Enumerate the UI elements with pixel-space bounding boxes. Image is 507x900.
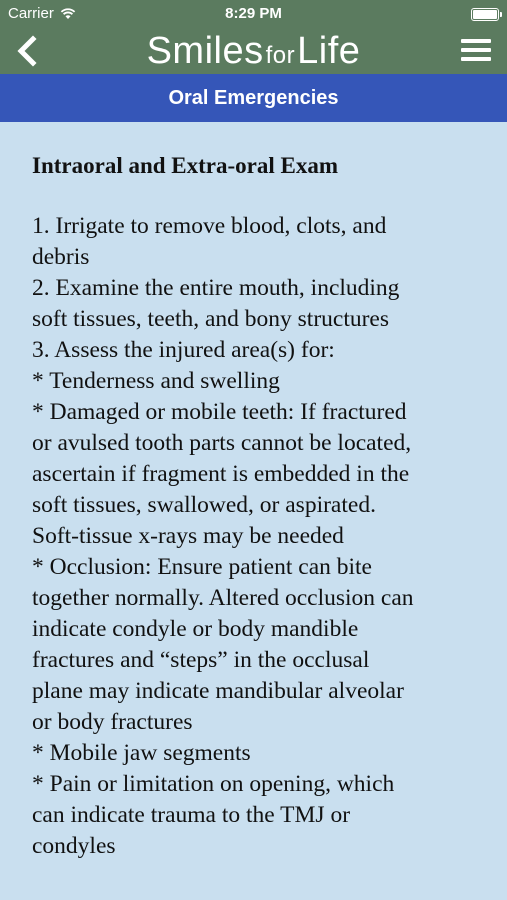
article-line: or avulsed tooth parts cannot be located, xyxy=(32,430,412,456)
article-line: together normally. Altered occlusion can xyxy=(32,585,414,611)
article-line: ascertain if fragment is embedded in the xyxy=(32,461,410,487)
article-line: * Occlusion: Ensure patient can bite xyxy=(32,554,372,580)
nav-bar xyxy=(0,28,507,74)
status-time: 8:29 PM xyxy=(225,5,282,22)
battery-icon xyxy=(471,8,499,21)
article-line: or body fractures xyxy=(32,709,193,735)
status-bar xyxy=(0,0,507,28)
article-line: soft tissues, teeth, and bony structures xyxy=(32,306,390,332)
carrier-label: Carrier xyxy=(8,5,54,22)
article-line: * Mobile jaw segments xyxy=(32,740,251,766)
article-line: condyles xyxy=(32,833,116,859)
logo-life: Life xyxy=(297,30,361,72)
article-line: 1. Irrigate to remove blood, clots, and xyxy=(32,213,387,239)
menu-button[interactable] xyxy=(461,39,491,63)
article-line: 3. Assess the injured area(s) for: xyxy=(32,337,335,363)
article-content xyxy=(32,150,492,862)
app-logo xyxy=(0,28,507,79)
article-line: fractures and “steps” in the occlusal xyxy=(32,647,370,673)
article-line: Soft-tissue x-rays may be needed xyxy=(32,523,344,549)
article-line: 2. Examine the entire mouth, including xyxy=(32,275,400,301)
article-line: indicate condyle or body mandible xyxy=(32,616,359,642)
article-line: * Tenderness and swelling xyxy=(32,368,280,394)
section-title: Oral Emergencies xyxy=(0,74,507,122)
logo-for: for xyxy=(265,42,296,69)
article-line: * Pain or limitation on opening, which xyxy=(32,771,395,797)
hamburger-icon xyxy=(461,39,491,61)
article-line: debris xyxy=(32,244,90,270)
article-line: * Damaged or mobile teeth: If fractured xyxy=(32,399,407,425)
logo-smiles: Smiles xyxy=(146,30,264,72)
article-heading: Intraoral and Extra-oral Exam xyxy=(32,153,339,178)
article-line: can indicate trauma to the TMJ or xyxy=(32,802,351,828)
article-line: plane may indicate mandibular alveolar xyxy=(32,678,404,704)
article-line: soft tissues, swallowed, or aspirated. xyxy=(32,492,376,518)
